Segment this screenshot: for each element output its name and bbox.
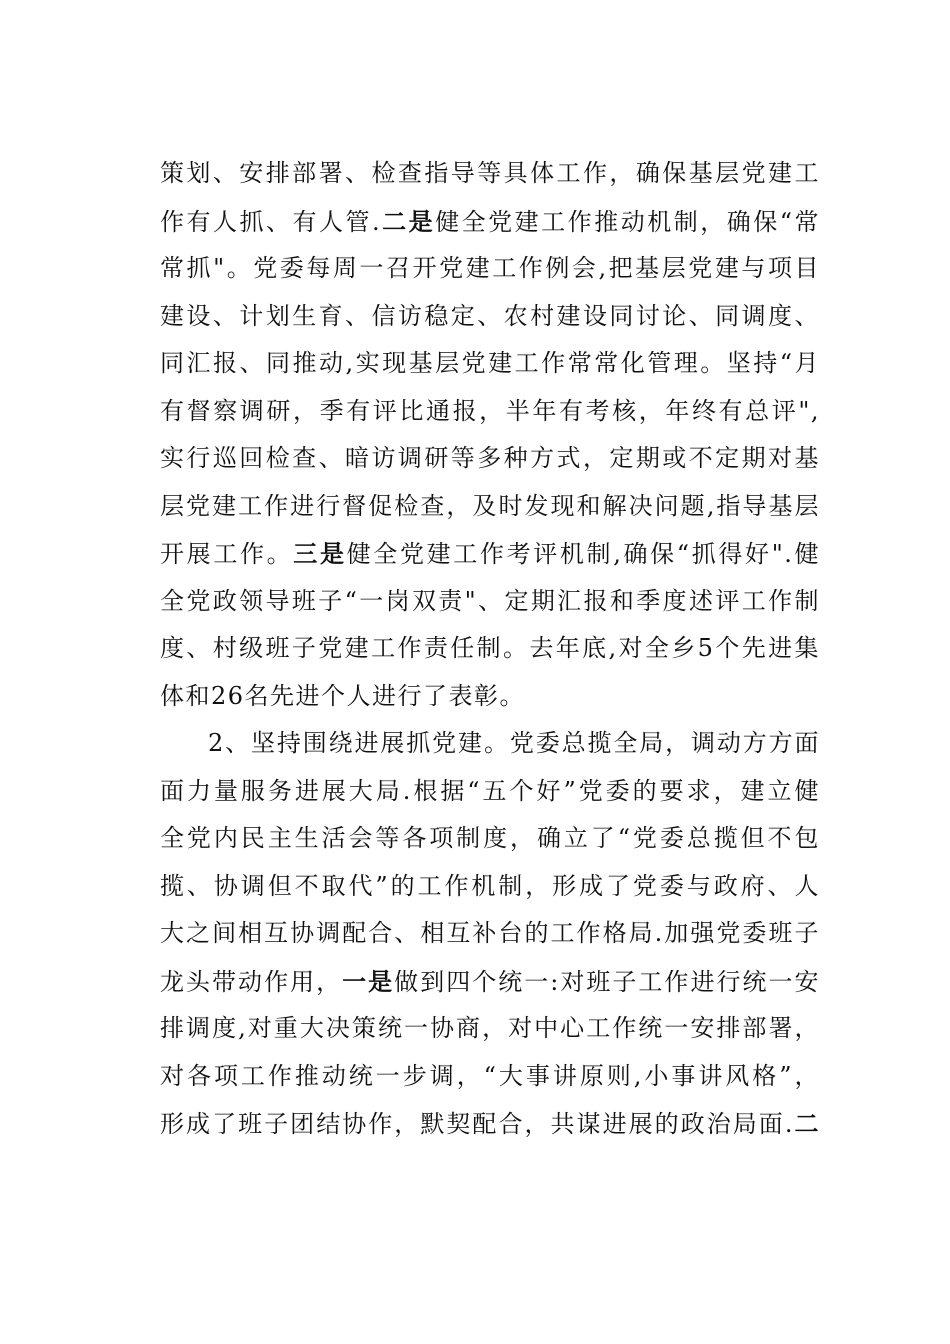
text-run: 常抓"。党委每周一召开党建工作例会,把基层党建与项目 [160,254,820,282]
text-run: 层党建工作进行督促检查，及时发现和解决问题,指导基层 [160,491,820,520]
text-line [160,625,820,673]
text-line [160,1100,820,1148]
text-run: 建设、计划生育、信访稳定、农村建设同讨论、同调度、 [160,301,820,330]
text-line [160,388,820,436]
text-run: 作有人抓、有人管. [160,207,382,236]
text-run: 龙头带动作用， [160,967,343,996]
text-run: 策划、安排部署、检查指导等具体工作，确保基层党建工 [160,159,820,187]
text-run: 排调度,对重大决策统一协商，对中心工作统一安排部署， [160,1014,820,1042]
text-run: 健全党建工作考评机制,确保“抓得好".健 [346,540,820,568]
text-line [160,1053,820,1101]
text-line [160,530,820,578]
text-run: 形成了班子团结协作，默契配合，共谋进展的政治局面. [160,1110,794,1138]
text-run: 实行巡回检查、暗访调研等多种方式，定期或不定期对基 [160,444,820,472]
text-line [160,293,820,341]
text-line [160,863,820,911]
text-line [160,150,820,198]
text-line [160,673,820,721]
text-line [160,245,820,293]
text-run: 开展工作。 [160,540,294,568]
text-line [160,958,820,1006]
text-run: 面力量服务进展大局.根据“五个好”党委的要求，建立健 [160,776,820,805]
text-line [160,435,820,483]
text-line [160,815,820,863]
text-run: 做到四个统一:对班子工作进行统一安 [394,967,820,996]
emphasis-marker: 一是 [342,966,395,996]
emphasis-marker: 三是 [293,539,347,568]
text-line [160,483,820,531]
text-run: 全党政领导班子“一岗双责"、定期汇报和季度述评工作制 [160,586,820,615]
text-run: 对各项工作推动统一步调，“大事讲原则,小事讲风格”， [160,1061,820,1090]
text-line [160,340,820,388]
text-run: 健全党建工作推动机制，确保“常 [435,207,820,236]
text-run: 全党内民主生活会等各项制度，确立了“党委总揽但不包 [160,824,820,852]
text-line [160,720,820,768]
text-run: 同汇报、同推动,实现基层党建工作常常化管理。坚持“月 [160,349,820,377]
text-line [160,578,820,626]
text-run: 大之间相互协调配合、相互补台的工作格局.加强党委班子 [160,919,820,947]
text-line [160,1005,820,1053]
emphasis-marker: 二是 [381,206,436,236]
text-line [160,198,820,246]
body-text [160,150,820,1148]
emphasis-marker: 二 [793,1109,820,1138]
text-line [160,910,820,958]
text-run: 有督察调研，季有评比通报，半年有考核，年终有总评", [160,396,820,425]
text-run: 体和26名先进个人进行了表彰。 [160,681,526,710]
text-run: 2、坚持围绕进展抓党建。党委总揽全局，调动方方面 [208,729,820,757]
text-line [160,768,820,816]
text-run: 揽、协调但不取代”的工作机制，形成了党委与政府、人 [160,871,820,900]
text-run: 度、村级班子党建工作责任制。去年底,对全乡5个先进集 [160,634,820,662]
